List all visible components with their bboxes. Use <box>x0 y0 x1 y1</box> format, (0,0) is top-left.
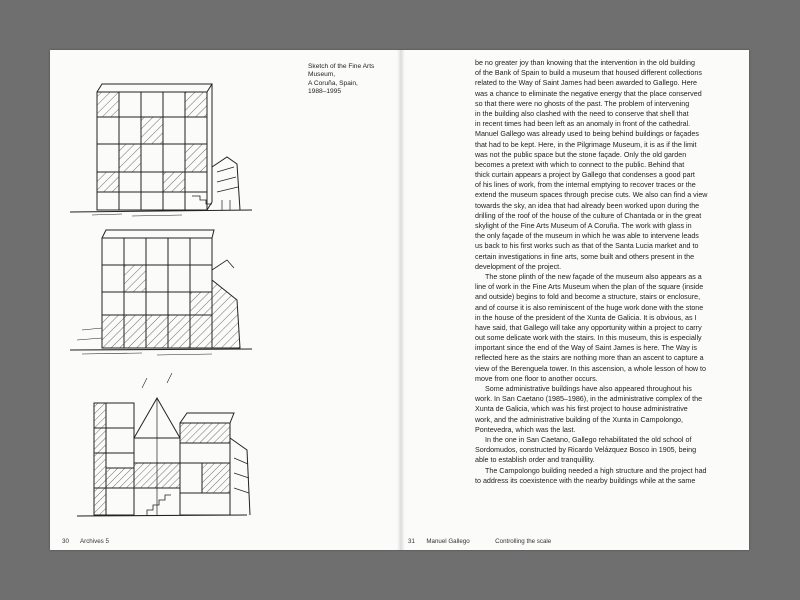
text-line: and outside) begins to fold and become a structure, stairs or enclosure, <box>475 293 701 302</box>
text-line: The Campolongo building needed a high structure and the project had <box>485 466 707 475</box>
text-line: the only façade of the museum in which he was able to intervene leads <box>475 232 699 241</box>
museum-sketch-2 <box>62 210 262 360</box>
text-line: The stone plinth of the new façade of the museum also appears as a <box>485 272 702 281</box>
text-line: In the one in San Caetano, Gallego rehabilitated the old school of <box>485 435 692 444</box>
text-line: of his lines of work, from the internal emptying to recover traces or the <box>475 181 696 190</box>
text-line: related to the Way of Saint James had been awarded to Gallego. Here <box>475 79 698 88</box>
text-line: view of the Berenguela tower. In this ascension, a whole lesson of how to <box>475 364 707 373</box>
text-line: in recent times had been left as an anomaly in front of the cathedral. <box>475 120 691 129</box>
text-line: work. In San Caetano (1985–1986), in the administrative complex of the <box>475 395 703 404</box>
text-line: certain investigations in fine arts, some built and others present in the <box>475 252 695 261</box>
text-line: of the Bank of Spain to build a museum that housed different collections <box>475 69 702 78</box>
text-line: able to establish order and tranquillity. <box>475 456 595 465</box>
text-line: becomes a pretext with which to connect to the public. Behind that <box>475 160 685 169</box>
text-line: important since the end of the Way of Saint James is here. The Way is <box>475 344 697 353</box>
text-line: and of course it is also reminiscent of the huge work done with the stone <box>475 303 704 312</box>
page-number: 30 <box>62 538 69 545</box>
text-line: so that there were no ghosts of the past. The problem of intervening <box>475 99 690 108</box>
text-line: line of work in the Fine Arts Museum when the plan of the square (inside <box>475 283 704 292</box>
author-name: Manuel Gallego <box>426 538 470 545</box>
text-line: Pontevedra, which was the last. <box>475 425 576 434</box>
text-line: have said, that Gallego will take any opportunity within a project to carry <box>475 323 702 332</box>
text-line: was a chance to eliminate the negative energy that the place conserved <box>475 89 702 98</box>
caption-line: A Coruña, Spain, <box>308 79 358 87</box>
right-footer <box>408 538 551 545</box>
book-spread <box>50 50 749 550</box>
text-line: skylight of the Fine Arts Museum of A Coruña. The work with glass in <box>475 222 692 230</box>
text-line: development of the project. <box>475 262 562 271</box>
text-line: us back to his first works such as that of the Santa Lucia market and to <box>475 242 699 251</box>
text-line: Xunta de Galicia, which was his first project to house administrative <box>475 405 688 414</box>
book-gutter <box>397 50 405 550</box>
text-line: in the building also clashed with the need to conserve that shell that <box>475 109 689 118</box>
body-text <box>475 58 793 486</box>
text-line: move from one floor to another occurs. <box>475 374 598 383</box>
caption-line: 1988–1995 <box>308 88 342 96</box>
chapter-title: Controlling the scale <box>495 538 552 545</box>
text-line: drilling of the roof of the house of the culture of Chantada or in the great <box>475 211 702 220</box>
text-line: in the house of the president of the Xunta de Galicia. It is obvious, as I <box>475 313 697 322</box>
left-footer <box>62 538 109 545</box>
text-line: that had to be kept. Here, in the Pilgrimage Museum, it is as if the limit <box>475 140 697 149</box>
text-line: Manuel Gallego was already used to being behind buildings or façades <box>475 130 699 139</box>
running-head: Archives 5 <box>80 538 109 545</box>
caption-line: Museum, <box>308 71 336 79</box>
text-line: work, and the administrative building of the Xunta in Campolongo, <box>475 415 683 424</box>
caption-line: Sketch of the Fine Arts <box>308 63 375 70</box>
text-line: Sordomudos, constructed by Ricardo Velázquez Bosco in 1905, being <box>475 446 697 455</box>
text-line: out some delicate work with the stairs. In this museum, this is especially <box>475 334 702 343</box>
text-line: be no greater joy than knowing that the intervention in the old building <box>475 59 695 67</box>
text-line: extend the museum spaces through precise cuts. We also can find a view <box>475 191 708 200</box>
text-line: was not the public space but the stone façade. Only the old garden <box>475 150 687 159</box>
figure-caption <box>308 63 394 97</box>
museum-sketch-1 <box>62 72 262 222</box>
page-number: 31 <box>408 538 415 545</box>
text-line: thick curtain appears a project by Gallego that condenses a good part <box>475 171 695 180</box>
text-line: Some administrative buildings have also appeared throughout his <box>485 385 692 393</box>
text-line: reflected here as the stairs are nothing more than an ascent to capture a <box>475 354 704 363</box>
text-line: towards the sky, an idea that had already been worked upon during the <box>475 201 700 210</box>
text-line: to address its coexistence with the nearby buildings while at the same <box>475 476 696 485</box>
museum-sketch-3 <box>62 368 262 528</box>
